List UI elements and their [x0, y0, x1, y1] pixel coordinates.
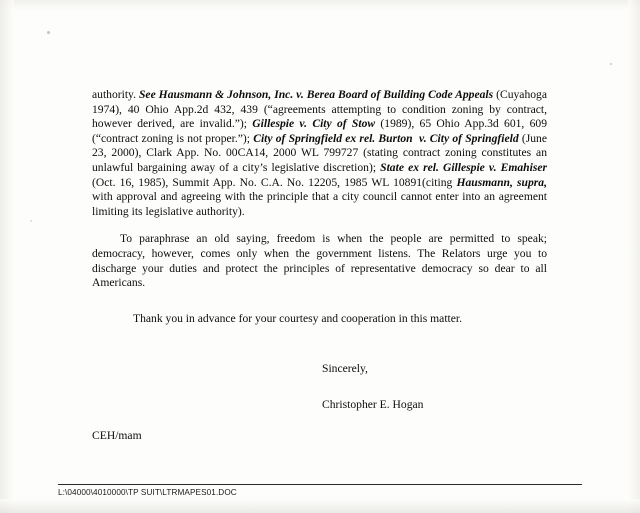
scan-speck	[30, 220, 32, 222]
scan-speck	[610, 63, 612, 65]
signer-name: Christopher E. Hogan	[322, 398, 424, 411]
scan-edge-bottom	[0, 499, 640, 513]
scan-edge-right	[628, 0, 640, 513]
footer-file-path: L:\04000\4010000\TP SUIT\LTRMAPES01.DOC	[58, 488, 237, 497]
typist-initials: CEH/mam	[92, 429, 142, 442]
closing-argument-paragraph: To paraphrase an old saying, freedom is when the people are permitted to speak; democracy, however, comes only when the government listens. The Relators urge you to discharge your duties and protect the principles of representative democracy so dear to all Americans.	[92, 232, 547, 290]
complimentary-close: Sincerely,	[322, 362, 368, 375]
thanks-paragraph: Thank you in advance for your courtesy and cooperation in this matter.	[133, 312, 463, 325]
letter-body	[92, 88, 547, 291]
citation-paragraph: authority. See Hausmann & Johnson, Inc. v. Berea Board of Building Code Appeals (Cuyahoga 1974), 40 Ohio App.2d 432, 439 (“agreements attempting to condition zoning by contract, however derived, are invalid.”); Gillespie v. City of Stow (1989), 65 Ohio App.3d 601, 609 (“contract zoning is not proper.”); City of Springfield ex rel. Burton v. City of Springfield (June 23, 2000), Clark App. No. 00CA14, 2000 WL 799727 (stating contract zoning constitutes an unlawful bargaining away of a city’s legislative discretion); State ex rel. Gillespie v. Emahiser (Oct. 16, 1985), Summit App. No. C.A. No. 12205, 1985 WL 10891(citing Hausmann, supra, with approval and agreeing with the principle that a city council cannot enter into an agreement limiting its legislative authority).	[92, 88, 548, 218]
scan-speck	[47, 31, 50, 34]
scan-edge-top	[0, 0, 640, 10]
footer-divider	[58, 484, 582, 485]
scan-edge-left	[0, 0, 14, 513]
